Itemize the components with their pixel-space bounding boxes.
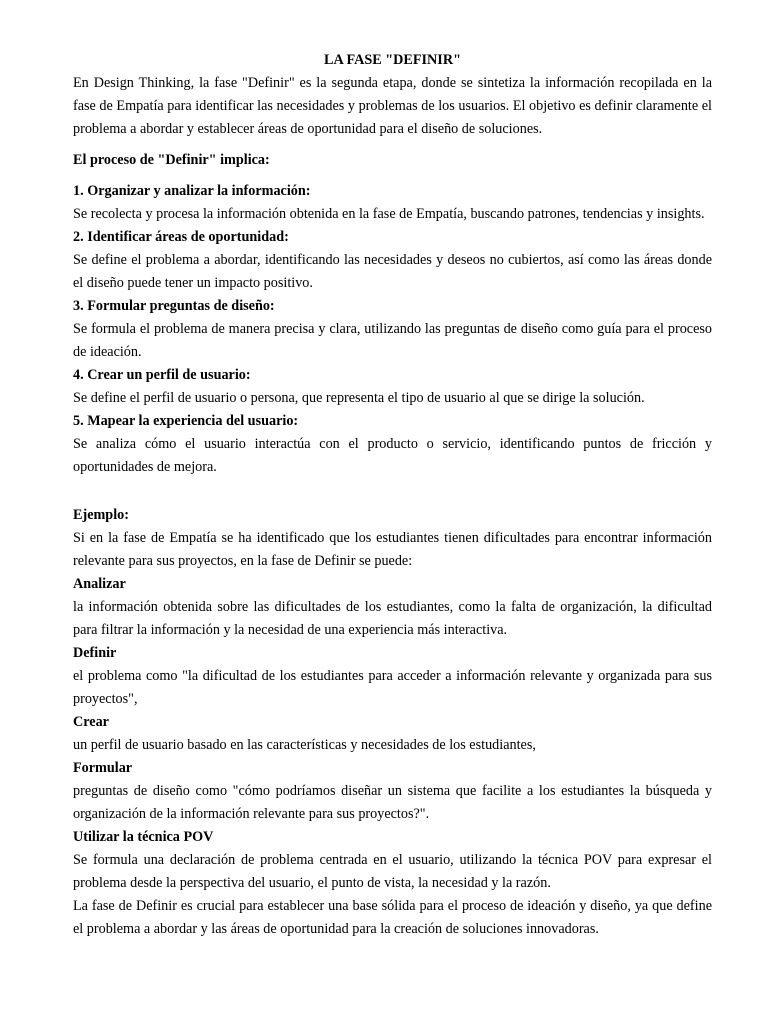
document-page: [73, 49, 712, 941]
step-text-1: Se recolecta y procesa la información obtenida en la fase de Empatía, buscando patrones, tendencias y insights.: [73, 206, 705, 222]
example-item-heading-1: Analizar: [73, 576, 126, 592]
example-item-heading-2: Definir: [73, 645, 117, 661]
step-text-3: Se formula el problema de manera precisa y clara, utilizando las preguntas de diseño como guía para el proceso de ideación.: [73, 321, 712, 360]
step-heading-1: 1. Organizar y analizar la información:: [73, 183, 311, 199]
spacer: [73, 141, 712, 149]
example-item-text-4: preguntas de diseño como "cómo podríamos diseñar un sistema que facilite a los estudiantes la búsqueda y organización de la información relevante para sus proyectos?".: [73, 783, 712, 822]
example-item-heading-3: Crear: [73, 714, 109, 730]
example-item-heading-5: Utilizar la técnica POV: [73, 829, 214, 845]
page-title: LA FASE "DEFINIR": [324, 52, 461, 68]
step-heading-3: 3. Formular preguntas de diseño:: [73, 298, 275, 314]
spacer: [73, 479, 712, 504]
step-text-4: Se define el perfil de usuario o persona, que representa el tipo de usuario al que se dirige la solución.: [73, 390, 645, 406]
example-item-text-3: un perfil de usuario basado en las características y necesidades de los estudiantes,: [73, 737, 536, 753]
intro-paragraph: En Design Thinking, la fase "Definir" es la segunda etapa, donde se sintetiza la información recopilada en la fase de Empatía para identificar las necesidades y problemas de los usuarios. El objetivo es definir claramente el problema a abordar y establecer áreas de oportunidad para el diseño de soluciones.: [73, 75, 712, 137]
step-heading-2: 2. Identificar áreas de oportunidad:: [73, 229, 289, 245]
step-text-2: Se define el problema a abordar, identificando las necesidades y deseos no cubiertos, así como las áreas donde el diseño puede tener un impacto positivo.: [73, 252, 712, 291]
example-item-text-1: la información obtenida sobre las dificultades de los estudiantes, como la falta de organización, la dificultad para filtrar la información y la necesidad de una experiencia más interactiva.: [73, 599, 712, 638]
example-heading: Ejemplo:: [73, 507, 129, 523]
step-text-5: Se analiza cómo el usuario interactúa con el producto o servicio, identificando puntos de fricción y oportunidades de mejora.: [73, 436, 712, 475]
example-item-text-5: Se formula una declaración de problema centrada en el usuario, utilizando la técnica POV para expresar el problema desde la perspectiva del usuario, el punto de vista, la necesidad y la razón.: [73, 852, 712, 891]
example-intro: Si en la fase de Empatía se ha identificado que los estudiantes tienen dificultades para encontrar información relevante para sus proyectos, en la fase de Definir se puede:: [73, 530, 712, 569]
step-heading-5: 5. Mapear la experiencia del usuario:: [73, 413, 299, 429]
process-heading: El proceso de "Definir" implica:: [73, 152, 270, 168]
conclusion-paragraph: La fase de Definir es crucial para establecer una base sólida para el proceso de ideación y diseño, ya que define el problema a abordar y las áreas de oportunidad para la creación de soluciones innovadoras.: [73, 898, 712, 937]
example-item-text-2: el problema como "la dificultad de los estudiantes para acceder a información relevante y organizada para sus proyectos",: [73, 668, 712, 707]
step-heading-4: 4. Crear un perfil de usuario:: [73, 367, 251, 383]
example-item-heading-4: Formular: [73, 760, 133, 776]
spacer: [73, 172, 712, 180]
